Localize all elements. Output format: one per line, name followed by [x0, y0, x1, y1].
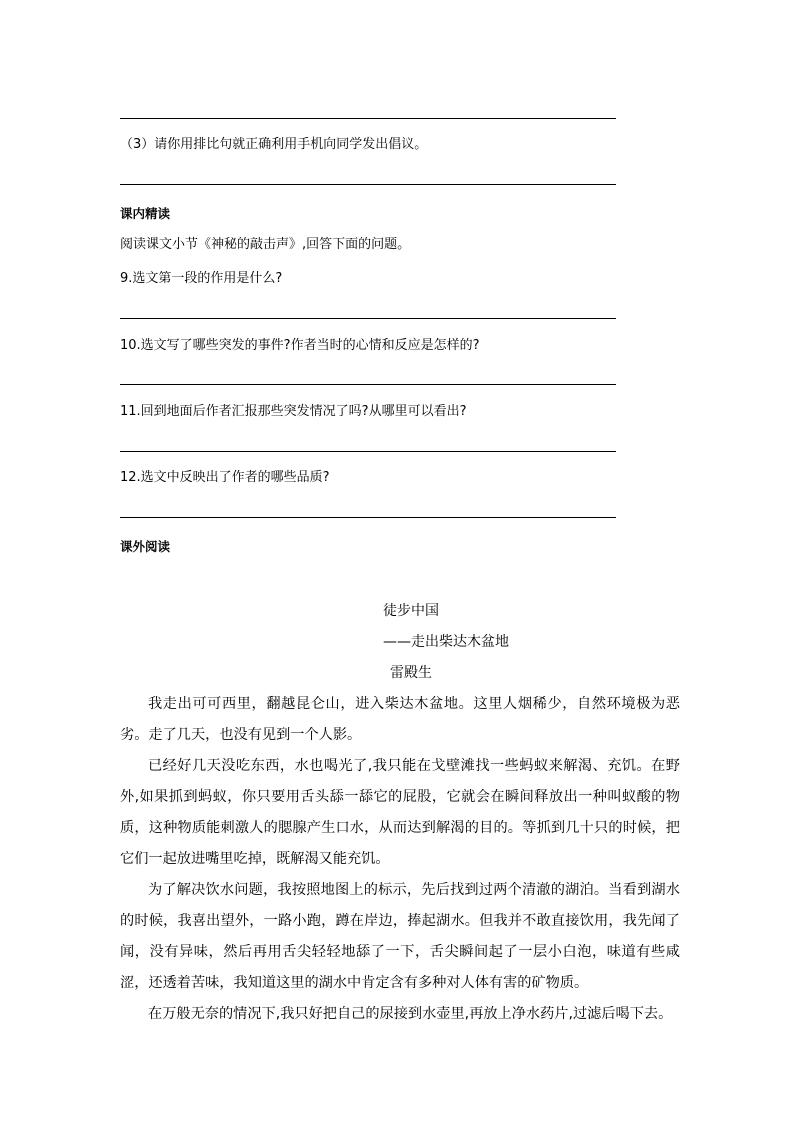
question-9: 9.选文第一段的作用是什么? [120, 271, 283, 286]
article-title: 徒步中国 [383, 603, 439, 619]
article-paragraph: 在万般无奈的情况下,我只好把自己的尿接到水壶里,再放上净水药片,过滤后喝下去。 [148, 1006, 673, 1022]
answer-line [120, 184, 616, 185]
article-paragraph: 已经好几天没吃东西，水也喝光了,我只能在戈壁滩找一些蚂蚁来解渴、充饥。在野外,如果抓到蚂蚁，你只要用舌头舔一舔它的屁股，它就会在瞬间释放出一种叫蚁酸的物质，这种物质能刺激人的腮腺产生口水，从而达到解渴的目的。等抓到几十只的时候，把它们一起放进嘴里吃掉，既解渴又能充饥。 [120, 758, 680, 867]
question-11: 11.回到地面后作者汇报那些突发情况了吗?从哪里可以看出? [120, 404, 467, 419]
section-heading-extracurricular-reading: 课外阅读 [120, 539, 171, 554]
answer-line [120, 384, 616, 385]
answer-line [120, 517, 616, 518]
question-3: （3）请你用排比句就正确利用手机向同学发出倡议。 [120, 137, 428, 152]
article-subtitle: ——走出柴达木盆地 [383, 634, 509, 650]
article-author: 雷殿生 [390, 665, 432, 681]
answer-line [120, 451, 616, 452]
question-10: 10.选文写了哪些突发的事件?作者当时的心情和反应是怎样的? [120, 338, 480, 353]
answer-line [120, 118, 616, 119]
answer-line [120, 318, 616, 319]
question-12: 12.选文中反映出了作者的哪些品质? [120, 470, 330, 485]
section-heading-in-class-reading: 课内精读 [120, 206, 171, 221]
article-paragraph: 我走出可可西里，翻越昆仑山，进入柴达木盆地。这里人烟稀少，自然环境极为恶劣。走了几天，也没有见到一个人影。 [120, 696, 680, 743]
reading-instruction: 阅读课文小节《神秘的敲击声》,回答下面的问题。 [120, 237, 411, 252]
article-body [120, 689, 680, 1030]
article-paragraph: 为了解决饮水问题，我按照地图上的标示，先后找到过两个清澈的湖泊。当看到湖水的时候，我喜出望外，一路小跑，蹲在岸边，捧起湖水。但我并不敢直接饮用，我先闻了闻，没有异味，然后再用舌尖轻轻地舔了一下，舌尖瞬间起了一层小白泡，味道有些咸涩，还透着苦味，我知道这里的湖水中肯定含有多种对人体有害的矿物质。 [120, 882, 680, 991]
